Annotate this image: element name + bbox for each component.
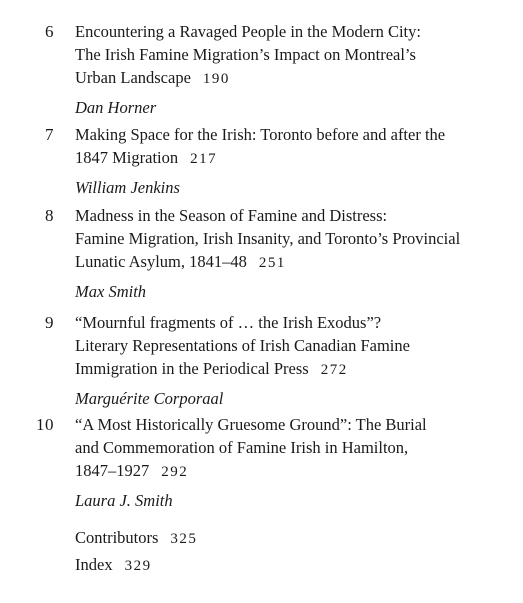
page-number: 272 [320, 362, 348, 378]
toc-entry-index [75, 553, 152, 578]
chapter-title-line: Famine Migration, Irish Insanity, and Toronto’s Provincial [75, 229, 461, 248]
chapter-title-line: Encountering a Ravaged People in the Modern City: [75, 22, 421, 41]
chapter-title-line: and Commemoration of Famine Irish in Hamilton, [75, 438, 409, 457]
chapter-author: Dan Horner [75, 98, 157, 117]
chapter-body [75, 204, 515, 303]
chapter-title-text: Urban Landscape [75, 68, 191, 87]
chapter-author: Marguérite Corporaal [75, 389, 224, 408]
page-number: 217 [190, 151, 218, 167]
back-matter-label: Contributors [75, 528, 159, 547]
chapter-title-line: Making Space for the Irish: Toronto before and after the [75, 125, 446, 144]
chapter-title-text: Lunatic Asylum, 1841–48 [75, 252, 247, 271]
chapter-title-line [75, 66, 515, 91]
back-matter-label: Index [75, 555, 113, 574]
chapter-title-line [75, 146, 515, 171]
chapter-author: Laura J. Smith [75, 491, 173, 510]
chapter-title-text: Immigration in the Periodical Press [75, 359, 309, 378]
page-number: 325 [170, 531, 198, 547]
chapter-title-text: 1847 Migration [75, 148, 179, 167]
page-number: 329 [124, 558, 152, 574]
chapter-body [75, 311, 515, 410]
chapter-title-line [75, 357, 515, 382]
chapter-number: 8 [45, 206, 54, 225]
page-number: 190 [202, 71, 230, 87]
chapter-number: 7 [45, 125, 54, 144]
page-number: 251 [258, 255, 286, 271]
chapter-title-line [75, 250, 515, 275]
chapter-author: William Jenkins [75, 178, 180, 197]
page-number: 292 [161, 464, 189, 480]
chapter-body [75, 413, 515, 512]
chapter-title-line [75, 459, 515, 484]
chapter-title-line: Madness in the Season of Famine and Distress: [75, 206, 388, 225]
chapter-body [75, 123, 515, 199]
chapter-number: 9 [45, 313, 54, 332]
chapter-title-line: The Irish Famine Migration’s Impact on Montreal’s [75, 45, 416, 64]
chapter-title-line: “A Most Historically Gruesome Ground”: The Burial [75, 415, 427, 434]
chapter-number: 10 [36, 415, 54, 434]
chapter-title-text: 1847–1927 [75, 461, 150, 480]
chapter-author: Max Smith [75, 282, 147, 301]
chapter-title-line: “Mournful fragments of … the Irish Exodus”? [75, 313, 382, 332]
toc-entry-contributors [75, 526, 197, 551]
chapter-title-line: Literary Representations of Irish Canadian Famine [75, 336, 410, 355]
chapter-number: 6 [45, 22, 54, 41]
chapter-body [75, 20, 515, 119]
